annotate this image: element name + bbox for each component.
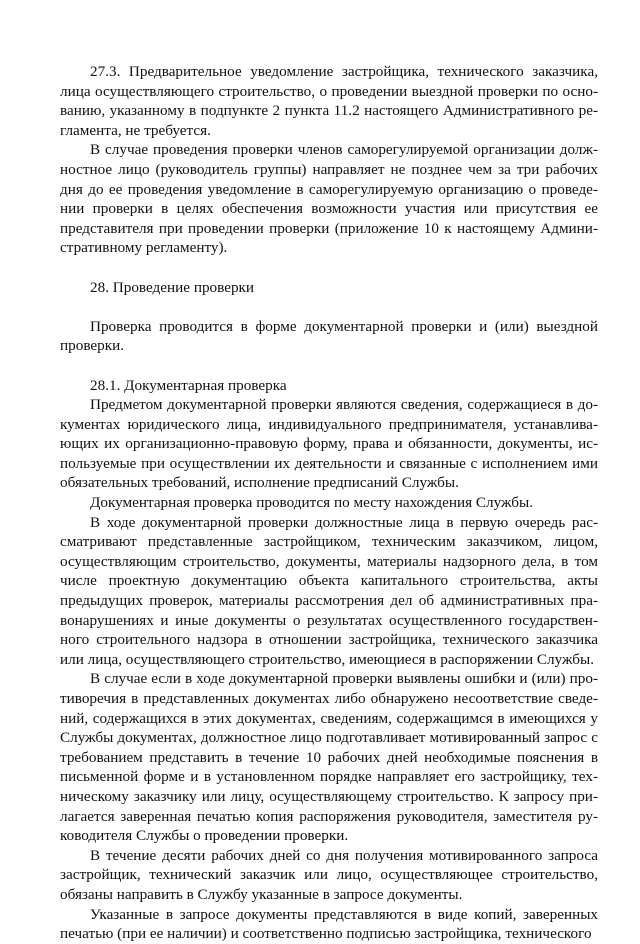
paragraph-copies: Указанные в запросе документы представляются в виде копий, заверенных печатью (при ее наличии) и соответственно подписью застройщика, технического — [60, 905, 598, 943]
paragraph-errors: В случае если в ходе документарной проверки выявлены ошибки и (или) противоречия в представленных документах либо обнаружено несоответствие сведений, содержащихся в этих документах, сведениям, содержащимся в имеющихся у Службы документах, должностное лицо подготавливает мотивированный запрос с требованием представить в течение 10 рабочих дней необходимые пояснения в письменной форме и в установленном порядке направляет его застройщику, техническому заказчику или лицу, осуществляющему строительство. К запросу прилагается заверенная печатью копия распоряжения руководителя, заместителя руководителя Службы о проведении проверки. — [60, 670, 598, 845]
paragraph-review: В ходе документарной проверки должностные лица в первую очередь рассматривают представленные застройщиком, техническим заказчиком, лицом, осуществляющим строительство, документы, материалы надзорного дела, в том числе проектную документацию объекта капитального строительства, акты предыдущих проверок, материалы рассмотрения дел об административных правонарушениях и иные документы о результатах осуществленного государственного строительного надзора в отношении застройщика, технического заказчика или лица, осуществляющего строительство, имеющиеся в распоряжении Службы. — [60, 513, 598, 668]
paragraph-deadline: В течение десяти рабочих дней со дня получения мотивированного запроса застройщик, технический заказчик или лицо, осуществляющее строительство, обязаны направить в Службу указанные в запросе документы. — [60, 846, 598, 903]
paragraph-sro-notice: В случае проведения проверки членов саморегулируемой организации должностное лицо (руководитель группы) направляет не позднее чем за три рабочих дня до ее проведения уведомление в саморегулируемую организацию о проведении проверки в целях обеспечения возможности участия или присутствия ее представителя при проведении проверки (приложение 10 к настоящему Административному регламенту). — [60, 141, 598, 257]
document-body — [60, 62, 598, 944]
paragraph-inspection-form: Проверка проводится в форме документарной проверки и (или) выездной проверки. — [60, 317, 598, 355]
paragraph-27-3: 27.3. Предварительное уведомление застройщика, технического заказчика, лица осуществляющего строительство, о проведении выездной проверки по основанию, указанному в подпункте 2 пункта 11.2 настоящего Административного регламента, не требуется. — [60, 63, 598, 139]
section-heading-28-1: 28.1. Документарная проверка — [90, 376, 287, 394]
paragraph-location: Документарная проверка проводится по месту нахождения Службы. — [90, 494, 533, 512]
section-heading-28: 28. Проведение проверки — [90, 278, 255, 296]
paragraph-subject: Предметом документарной проверки являются сведения, содержащиеся в документах юридического лица, индивидуального предпринимателя, устанавливающих их организационно-правовую форму, права и обязанности, документы, используемые при осуществлении их деятельности и связанные с исполнением ими обязательных требований, исполнение предписаний Службы. — [60, 396, 598, 492]
